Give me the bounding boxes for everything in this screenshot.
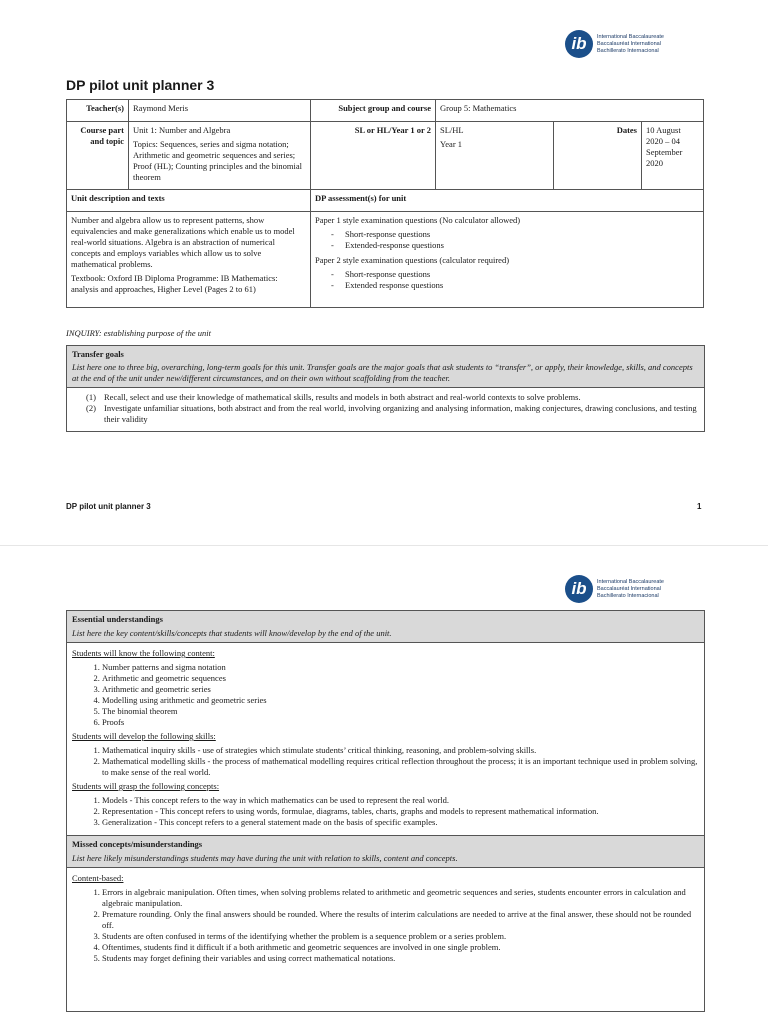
teacher-label: Teacher(s) — [67, 100, 129, 122]
transfer-goal: (1) Recall, select and use their knowledge of mathematical skills, results and models in both abstract and real-world contexts to solve problems. — [86, 392, 581, 402]
list-item: 2. Arithmetic and geometric sequences — [102, 673, 699, 684]
content-heading: Students will know the following content: — [72, 648, 215, 658]
list-item: 5. Students may forget defining their variables and using correct mathematical notations. — [102, 953, 699, 964]
list-item: 4. Modelling using arithmetic and geometric series — [102, 695, 699, 706]
year-value: Year 1 — [440, 139, 463, 149]
list-item: 6. Proofs — [102, 717, 699, 728]
list-item: 3. Students are often confused in terms of the identifying whether the problem is a sequence problem or a series problem. — [102, 931, 699, 942]
list-item: 1. Errors in algebraic manipulation. Often times, when solving problems related to arithmetic and geometric sequences and series, students encounter errors in calculation and algebraic manipulation. — [102, 887, 699, 909]
list-item: 4. Oftentimes, students find it difficult if a both arithmetic and geometric sequences are involved in one single problem. — [102, 942, 699, 953]
list-item: 2. Premature rounding. Only the final answers should be rounded. Where the results of interim calculations are needed to arrive at the final answer, these should not be rounded off. — [102, 909, 699, 931]
logo-line: International Baccalaureate — [597, 578, 664, 585]
logo-line: Bachillerato Internacional — [597, 592, 659, 599]
list-item: - Short-response questions — [331, 269, 431, 279]
paper2-text: Paper 2 style examination questions (calculator required) — [315, 255, 510, 265]
footer-page-number: 1 — [697, 502, 702, 511]
logo-line: International Baccalaureate — [597, 33, 664, 40]
dates-value: 10 August 2020 – 04 September 2020 — [642, 122, 704, 190]
textbook-text: Textbook: Oxford IB Diploma Programme: IB Mathematics: analysis and approaches, Higher Level (Pages 2 to 61) — [71, 273, 278, 294]
list-item: 1. Models - This concept refers to the way in which mathematics can be used to represent the real world. — [102, 795, 699, 806]
teacher-value: Raymond Meris — [129, 100, 311, 122]
course-part-label: Course part and topic — [67, 122, 129, 190]
misconceptions-title: Missed concepts/misunderstandings — [72, 839, 203, 849]
list-item: 1. Mathematical inquiry skills - use of strategies which stimulate students’ critical thinking, reasoning, and problem-solving skills. — [102, 745, 699, 756]
unit-description-label: Unit description and texts — [67, 190, 311, 212]
ib-logo-mark: ib — [565, 30, 593, 58]
page-title: DP pilot unit planner 3 — [66, 77, 215, 93]
concepts-heading: Students will grasp the following concepts: — [72, 781, 220, 791]
essential-instructions: List here the key content/skills/concepts that students will know/develop by the end of the unit. — [72, 628, 392, 638]
sl-hl-label: SL or HL/Year 1 or 2 — [311, 122, 436, 190]
logo-line: Baccalauréat International — [597, 40, 661, 47]
ib-logo — [565, 575, 664, 603]
misconceptions-instructions: List here likely misunderstandings students may have during the unit with relation to skills, content and concepts. — [72, 853, 458, 863]
essential-title: Essential understandings — [72, 614, 163, 624]
transfer-goals-instructions: List here one to three big, overarching, long-term goals for this unit. Transfer goals are the major goals that ask students to “transfer”, or apply, their knowledge, skills, and concepts at the end of the unit under new/different circumstances, and on their own without scaffolding from the teacher. — [72, 362, 693, 383]
unit-description-text: Number and algebra allow us to represent patterns, show equivalencies and make generalizations which enable us to model real-world situations. Algebra is an abstraction of numerical concepts and employs variables which allow us to solve mathematical problems. — [71, 215, 295, 269]
transfer-goal: (2) Investigate unfamiliar situations, both abstract and from the real world, involving organizing and analysing information, making conjectures, drawing conclusions, and testing their validity — [86, 403, 697, 424]
assessment-label: DP assessment(s) for unit — [311, 190, 704, 212]
transfer-goals-box — [66, 345, 705, 432]
logo-line: Baccalauréat International — [597, 585, 661, 592]
list-item: - Extended response questions — [331, 280, 444, 290]
list-item: 2. Mathematical modelling skills - the process of mathematical modelling requires critical reflection throughout the process; it is an important technique used in problem solving, to make sense of the real world. — [102, 756, 699, 778]
sl-hl-value: SL/HL — [440, 125, 464, 135]
subject-label: Subject group and course — [311, 100, 436, 122]
unit-header-table — [66, 99, 704, 308]
list-item: 1. Number patterns and sigma notation — [102, 662, 699, 673]
logo-line: Bachillerato Internacional — [597, 47, 659, 54]
list-item: 2. Representation - This concept refers to using words, formulae, diagrams, tables, charts, graphs and models to represent mathematical information. — [102, 806, 699, 817]
list-item: - Short-response questions — [331, 229, 431, 239]
list-item: 3. Arithmetic and geometric series — [102, 684, 699, 695]
subject-value: Group 5: Mathematics — [436, 100, 704, 122]
list-item: - Extended-response questions — [331, 240, 444, 250]
transfer-goals-title: Transfer goals — [72, 349, 124, 359]
inquiry-label: INQUIRY: establishing purpose of the unit — [66, 328, 211, 338]
content-based-heading: Content-based: — [72, 873, 124, 883]
paper1-text: Paper 1 style examination questions (No calculator allowed) — [315, 215, 521, 225]
skills-heading: Students will develop the following skills: — [72, 731, 216, 741]
list-item: 3. Generalization - This concept refers to a general statement made on the basis of specific examples. — [102, 817, 699, 828]
misconceptions-header — [67, 835, 704, 868]
ib-logo — [565, 30, 664, 58]
essential-understandings-box — [66, 610, 705, 1012]
ib-logo-mark: ib — [565, 575, 593, 603]
dates-label: Dates — [554, 122, 642, 190]
topics-value: Topics: Sequences, series and sigma notation; Arithmetic and geometric sequences and series; Proof (HL); Counting principles and the binomial theorem — [133, 139, 303, 182]
page-divider — [0, 545, 768, 546]
footer-title: DP pilot unit planner 3 — [66, 502, 151, 511]
course-part-value: Unit 1: Number and Algebra — [133, 125, 231, 135]
list-item: 5. The binomial theorem — [102, 706, 699, 717]
